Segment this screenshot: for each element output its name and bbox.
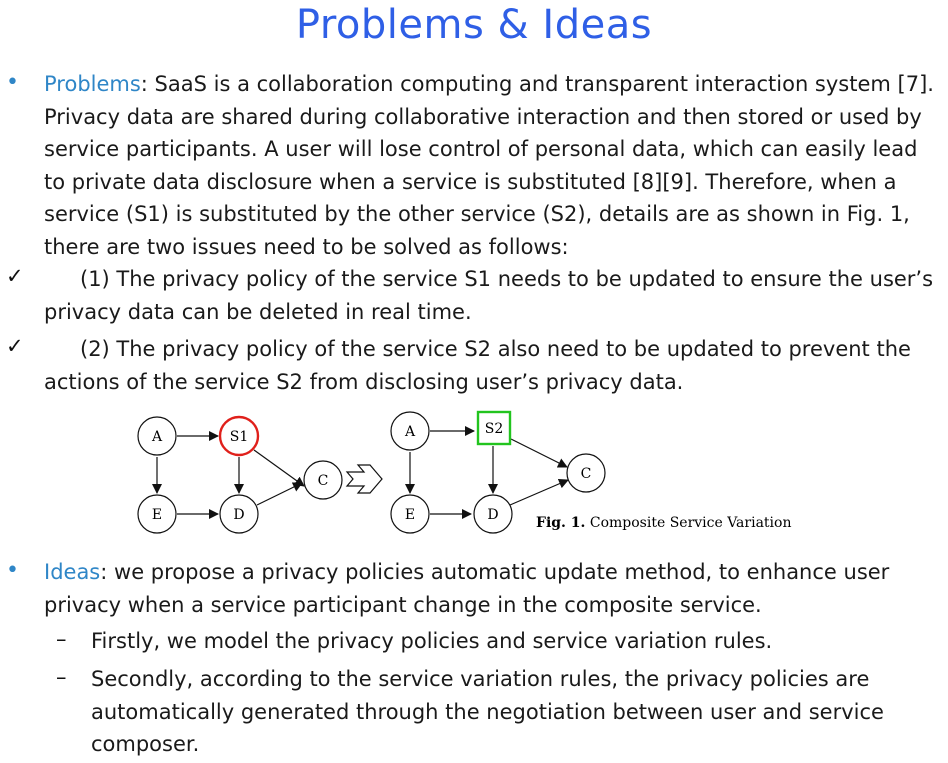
composite-service-diagram bbox=[120, 403, 820, 543]
dash-icon: – bbox=[56, 627, 67, 651]
node-a-label: A bbox=[404, 424, 416, 440]
figure-caption bbox=[536, 515, 791, 531]
step-1-text: Firstly, we model the privacy policies and service variation rules. bbox=[91, 629, 773, 653]
node-d-label: D bbox=[487, 507, 499, 523]
ideas-text: : we propose a privacy policies automatic update method, to enhance user privacy when a service participant change in the composite service. bbox=[44, 560, 890, 617]
node-c-label: C bbox=[317, 473, 329, 489]
step-1 bbox=[91, 625, 941, 658]
figure-caption-text: Composite Service Variation bbox=[585, 515, 792, 531]
bullet-icon: • bbox=[6, 558, 19, 583]
node-e-label: E bbox=[404, 507, 416, 523]
issue-1 bbox=[44, 263, 944, 328]
issue-2-text: (2) The privacy policy of the service S2 also need to be updated to prevent the actions of the service S2 from disclosing user’s privacy data. bbox=[44, 337, 911, 394]
node-e-label: E bbox=[151, 507, 163, 523]
check-icon: ✓ bbox=[6, 264, 24, 288]
step-2 bbox=[91, 663, 941, 761]
ideas-keyword: Ideas bbox=[44, 560, 101, 584]
node-s2-label: S2 bbox=[484, 421, 504, 437]
transition-arrow-icon bbox=[347, 465, 382, 493]
figure-caption-label: Fig. 1. bbox=[536, 515, 586, 531]
problems-paragraph bbox=[44, 68, 944, 263]
node-a-label: A bbox=[151, 429, 163, 445]
issue-2 bbox=[44, 333, 944, 398]
problems-text: : SaaS is a collaboration computing and transparent interaction system [7]. Privacy data are shared during collaborative interaction and then stored or used by service participants. A user will lose control of personal data, which can easily lead to private data disclosure when a service is substituted [8][9]. Therefore, when a service (S1) is substituted by the other service (S2), details are as shown in Fig. 1, there are two issues need to be solved as follows: bbox=[44, 72, 934, 259]
node-s1-label: S1 bbox=[229, 429, 249, 445]
check-icon: ✓ bbox=[6, 334, 24, 358]
node-d-label: D bbox=[233, 507, 245, 523]
problems-keyword: Problems bbox=[44, 72, 141, 96]
node-c-label: C bbox=[580, 466, 592, 482]
bullet-icon: • bbox=[6, 70, 19, 95]
left-graph bbox=[138, 417, 342, 533]
step-2-text: Secondly, according to the service variation rules, the privacy policies are automatically generated through the negotiation between user and service composer. bbox=[91, 667, 884, 756]
dash-icon: – bbox=[56, 665, 67, 689]
slide-title: Problems & Ideas bbox=[295, 2, 653, 48]
issue-1-text: (1) The privacy policy of the service S1 needs to be updated to ensure the user’s privacy data can be deleted in real time. bbox=[44, 267, 934, 324]
ideas-paragraph bbox=[44, 556, 944, 621]
